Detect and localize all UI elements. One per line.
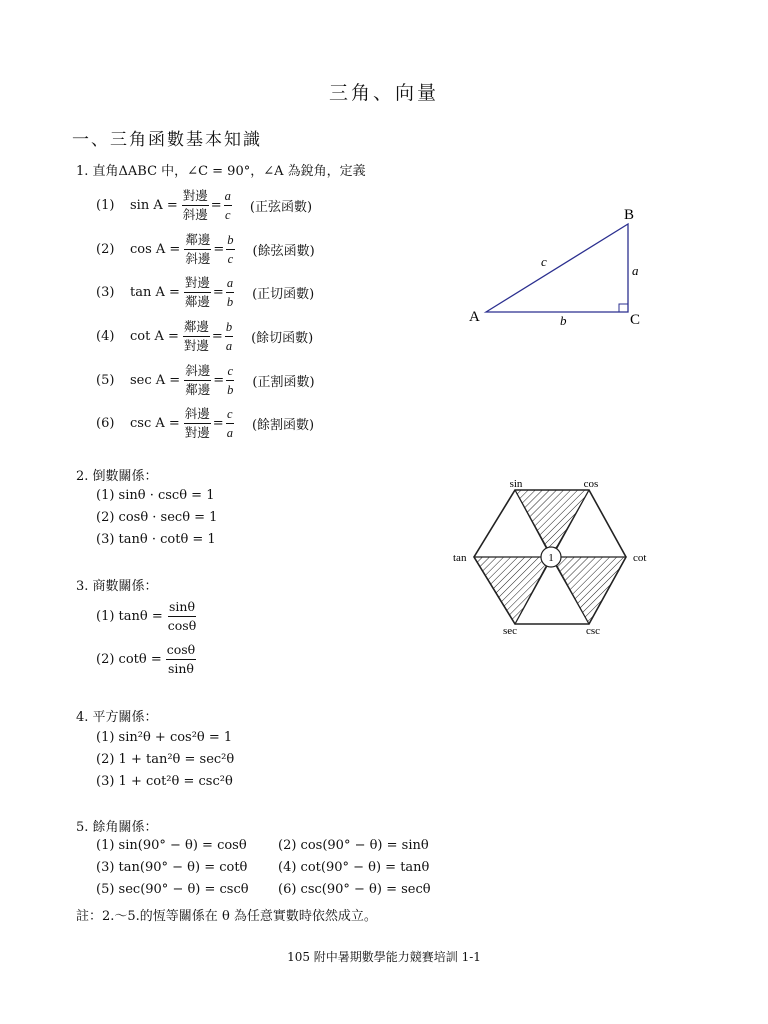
cofunction-right-3: (6) csc(90° − θ) = secθ xyxy=(278,882,431,897)
item5-heading: 5. 餘角關係： xyxy=(76,820,158,835)
cofunction-left-1: (1) sin(90° − θ) = cosθ xyxy=(96,838,247,853)
definition-number: (3) xyxy=(96,285,115,300)
ratio-letter-den: b xyxy=(227,383,234,397)
vertex-b-label: B xyxy=(624,207,635,223)
ratio-letter-num: c xyxy=(226,362,234,381)
quotient-2-lhs: (2) cotθ = xyxy=(96,652,162,667)
definition-row xyxy=(96,231,315,268)
ratio-word-fraction xyxy=(184,362,211,399)
definition-number: (2) xyxy=(96,242,115,257)
ratio-letter-fraction xyxy=(226,274,234,311)
square-line-2: (2) 1 + tan²θ = sec²θ xyxy=(96,752,235,767)
quotient-line-1 xyxy=(96,598,197,635)
csc-label: csc xyxy=(585,625,601,637)
cofunction-right-1: (2) cos(90° − θ) = sinθ xyxy=(278,838,429,853)
quotient-1-num: sinθ xyxy=(168,598,196,617)
ratio-letter-den: c xyxy=(225,208,231,222)
ratio-word-num: 鄰邊 xyxy=(184,231,211,250)
ratio-word-den: 斜邊 xyxy=(182,207,208,222)
function-name-label: (餘切函數) xyxy=(251,331,314,346)
square-line-3: (3) 1 + cot²θ = csc²θ xyxy=(96,774,233,789)
page-title: 三角、向量 xyxy=(328,82,439,104)
definition-lhs: csc A = xyxy=(130,416,180,431)
quotient-line-2 xyxy=(96,641,196,678)
page-footer: 105 附中暑期數學能力競賽培訓 1-1 xyxy=(287,950,481,964)
function-name-label: (正弦函數) xyxy=(249,200,313,215)
triangle-shape xyxy=(486,224,628,312)
function-name-label: (正割函數) xyxy=(252,375,315,390)
ratio-letter-fraction xyxy=(224,187,232,224)
ratio-letter-num: b xyxy=(225,318,233,337)
vertex-c-label: C xyxy=(630,312,641,328)
ratio-word-fraction xyxy=(184,274,211,311)
ratio-word-fraction xyxy=(182,187,209,224)
ratio-letter-num: b xyxy=(226,231,234,250)
definition-row xyxy=(96,318,313,355)
equals-sign: = xyxy=(213,242,225,257)
item2-heading: 2. 倒數關係： xyxy=(76,469,158,484)
definition-row xyxy=(96,187,312,224)
section-heading: 一、三角函數基本知識 xyxy=(72,130,262,150)
hatched-triangle-right xyxy=(551,557,626,624)
equals-sign: = xyxy=(212,285,224,300)
ratio-letter-fraction xyxy=(226,362,234,399)
ratio-letter-den: b xyxy=(226,295,234,309)
definition-lhs: sec A = xyxy=(130,373,181,388)
ratio-word-num: 對邊 xyxy=(184,274,211,293)
right-angle-mark xyxy=(619,304,628,312)
hatched-triangle-left xyxy=(474,557,551,624)
cot-label: cot xyxy=(633,552,647,564)
function-name-label: (正切函數) xyxy=(252,287,315,302)
ratio-letter-num: c xyxy=(226,405,234,424)
ratio-word-num: 斜邊 xyxy=(184,362,211,381)
quotient-2-den: sinθ xyxy=(167,661,194,676)
ratio-letter-fraction xyxy=(226,405,234,442)
ratio-word-fraction xyxy=(184,405,211,442)
cos-label: cos xyxy=(583,478,599,490)
right-triangle-diagram xyxy=(466,200,666,335)
ratio-word-den: 鄰邊 xyxy=(184,294,210,309)
definition-lhs: cos A = xyxy=(130,242,181,257)
item4-heading: 4. 平方關係： xyxy=(76,710,158,725)
ratio-word-den: 對邊 xyxy=(184,425,210,440)
ratio-word-fraction xyxy=(184,231,211,268)
ratio-letter-den: c xyxy=(227,252,234,266)
definition-number: (4) xyxy=(96,329,115,344)
quotient-1-fraction xyxy=(167,598,197,635)
ratio-word-num: 斜邊 xyxy=(184,405,211,424)
function-name-label: (餘弦函數) xyxy=(252,244,315,259)
equals-sign: = xyxy=(211,329,223,344)
definition-lhs: sin A = xyxy=(130,198,178,213)
definition-number: (5) xyxy=(96,373,115,388)
quotient-2-fraction xyxy=(166,641,196,678)
cofunction-right-2: (4) cot(90° − θ) = tanθ xyxy=(278,860,430,875)
definition-row xyxy=(96,274,314,311)
equals-sign: = xyxy=(213,373,225,388)
square-line-1: (1) sin²θ + cos²θ = 1 xyxy=(96,730,233,745)
sec-label: sec xyxy=(502,625,518,637)
definition-number: (6) xyxy=(96,416,115,431)
item1-intro: 1. 直角ΔABC 中，∠C = 90°，∠A 為銳角，定義 xyxy=(76,164,366,179)
reciprocal-line-3: (3) tanθ · cotθ = 1 xyxy=(96,532,216,547)
ratio-word-den: 對邊 xyxy=(183,338,209,353)
ratio-letter-num: a xyxy=(226,274,234,293)
equals-sign: = xyxy=(210,198,222,213)
side-a-label: a xyxy=(632,263,639,278)
ratio-word-fraction xyxy=(183,318,210,355)
ratio-letter-den: a xyxy=(226,426,233,440)
ratio-word-den: 鄰邊 xyxy=(185,382,211,397)
function-name-label: (餘割函數) xyxy=(251,418,315,433)
ratio-word-den: 斜邊 xyxy=(185,251,211,266)
item3-heading: 3. 商數關係： xyxy=(76,579,158,594)
ratio-letter-fraction xyxy=(225,318,233,355)
cofunction-left-3: (5) sec(90° − θ) = cscθ xyxy=(96,882,249,897)
reciprocal-line-2: (2) cosθ · secθ = 1 xyxy=(96,510,218,525)
side-c-label: c xyxy=(541,254,547,269)
identity-note: 註：2.～5.的恆等關係在 θ 為任意實數時依然成立。 xyxy=(76,909,377,924)
definition-number: (1) xyxy=(96,198,115,213)
ratio-word-num: 對邊 xyxy=(182,187,209,206)
equals-sign: = xyxy=(212,416,224,431)
cofunction-left-2: (3) tan(90° − θ) = cotθ xyxy=(96,860,248,875)
ratio-word-num: 鄰邊 xyxy=(183,318,210,337)
tan-label: tan xyxy=(453,552,467,564)
reciprocal-line-1: (1) sinθ · cscθ = 1 xyxy=(96,488,215,503)
sin-label: sin xyxy=(509,478,523,490)
center-label: 1 xyxy=(548,552,554,564)
definition-lhs: tan A = xyxy=(130,285,180,300)
hexagon-identity-diagram xyxy=(450,476,660,638)
side-b-label: b xyxy=(560,313,567,328)
definition-lhs: cot A = xyxy=(130,329,179,344)
ratio-letter-fraction xyxy=(226,231,234,268)
definition-row xyxy=(96,405,314,442)
vertex-a-label: A xyxy=(469,309,480,325)
quotient-1-lhs: (1) tanθ = xyxy=(96,609,163,624)
quotient-2-num: cosθ xyxy=(166,641,196,660)
definition-row xyxy=(96,362,315,399)
ratio-letter-den: a xyxy=(225,339,233,353)
ratio-letter-num: a xyxy=(224,187,232,206)
quotient-1-den: cosθ xyxy=(167,618,197,633)
